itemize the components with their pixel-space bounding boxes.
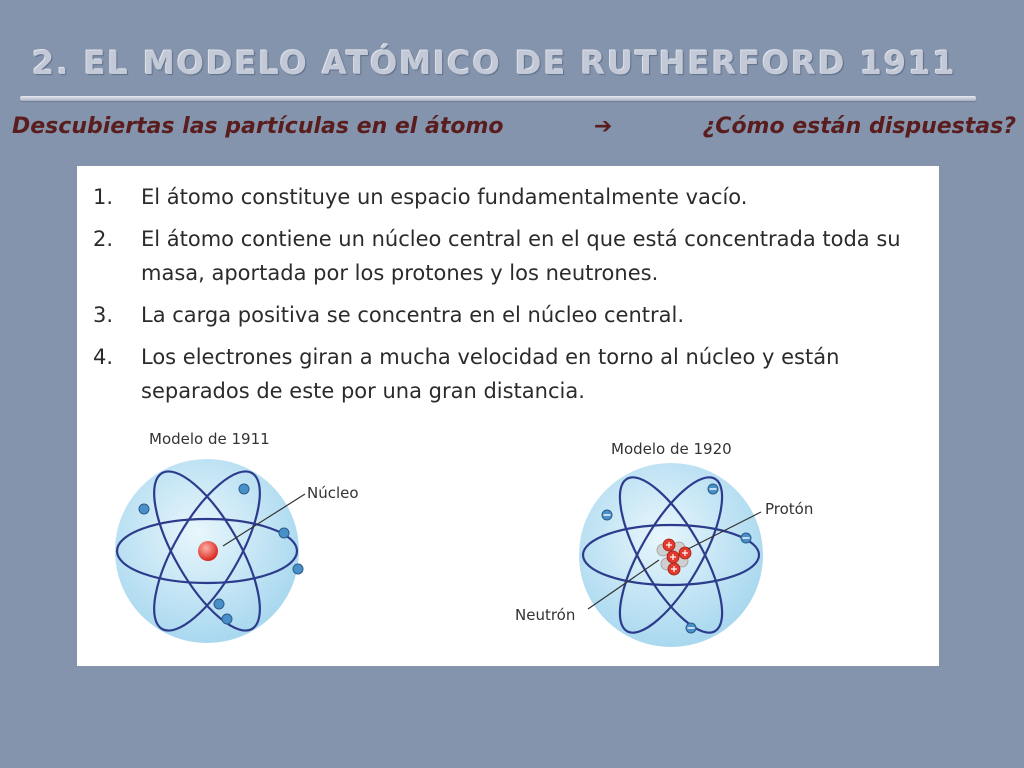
electron (214, 599, 224, 609)
atom-diagram-1920 (507, 438, 814, 662)
content-panel (77, 166, 939, 666)
diagram-caption-1920: Modelo de 1920 (611, 440, 732, 458)
point-item (93, 298, 933, 332)
label-neutron: Neutrón (515, 606, 576, 624)
point-text: Los electrones giran a mucha velocidad en torno al núcleo y están separados de este por una gran distancia. (141, 345, 840, 403)
title-divider (20, 96, 976, 101)
subtitle-question-left: Descubiertas las partículas en el átomo (12, 114, 504, 139)
label-proton: Protón (765, 500, 814, 518)
electron (293, 564, 303, 574)
label-nucleus: Núcleo (307, 484, 359, 502)
electron (279, 528, 289, 538)
point-text: La carga positiva se concentra en el núcleo central. (141, 303, 685, 327)
subtitle (12, 114, 1016, 139)
point-item (93, 340, 933, 408)
diagram-caption-1911: Modelo de 1911 (149, 430, 270, 448)
subtitle-question-right: ¿Cómo están dispuestas? (702, 114, 1016, 139)
points-list (93, 180, 933, 416)
point-item (93, 222, 933, 290)
point-number: 1. (93, 185, 114, 209)
point-number: 3. (93, 303, 114, 327)
point-item (93, 180, 933, 214)
atom-1920-icon (507, 438, 807, 662)
slide-title: 2. EL MODELO ATÓMICO DE RUTHERFORD 1911 (32, 44, 957, 82)
atom-diagram-1911 (107, 428, 407, 660)
nucleus-icon (198, 541, 218, 561)
point-text: El átomo contiene un núcleo central en el que está concentrada toda su masa, aportada por los protones y los neutrones. (141, 227, 901, 285)
electron (222, 614, 232, 624)
electron (139, 504, 149, 514)
electron (239, 484, 249, 494)
point-number: 2. (93, 227, 114, 251)
arrow-right-icon: ➔ (593, 114, 613, 139)
atom-1911-icon (107, 428, 407, 660)
point-number: 4. (93, 345, 114, 369)
point-text: El átomo constituye un espacio fundamentalmente vacío. (141, 185, 748, 209)
